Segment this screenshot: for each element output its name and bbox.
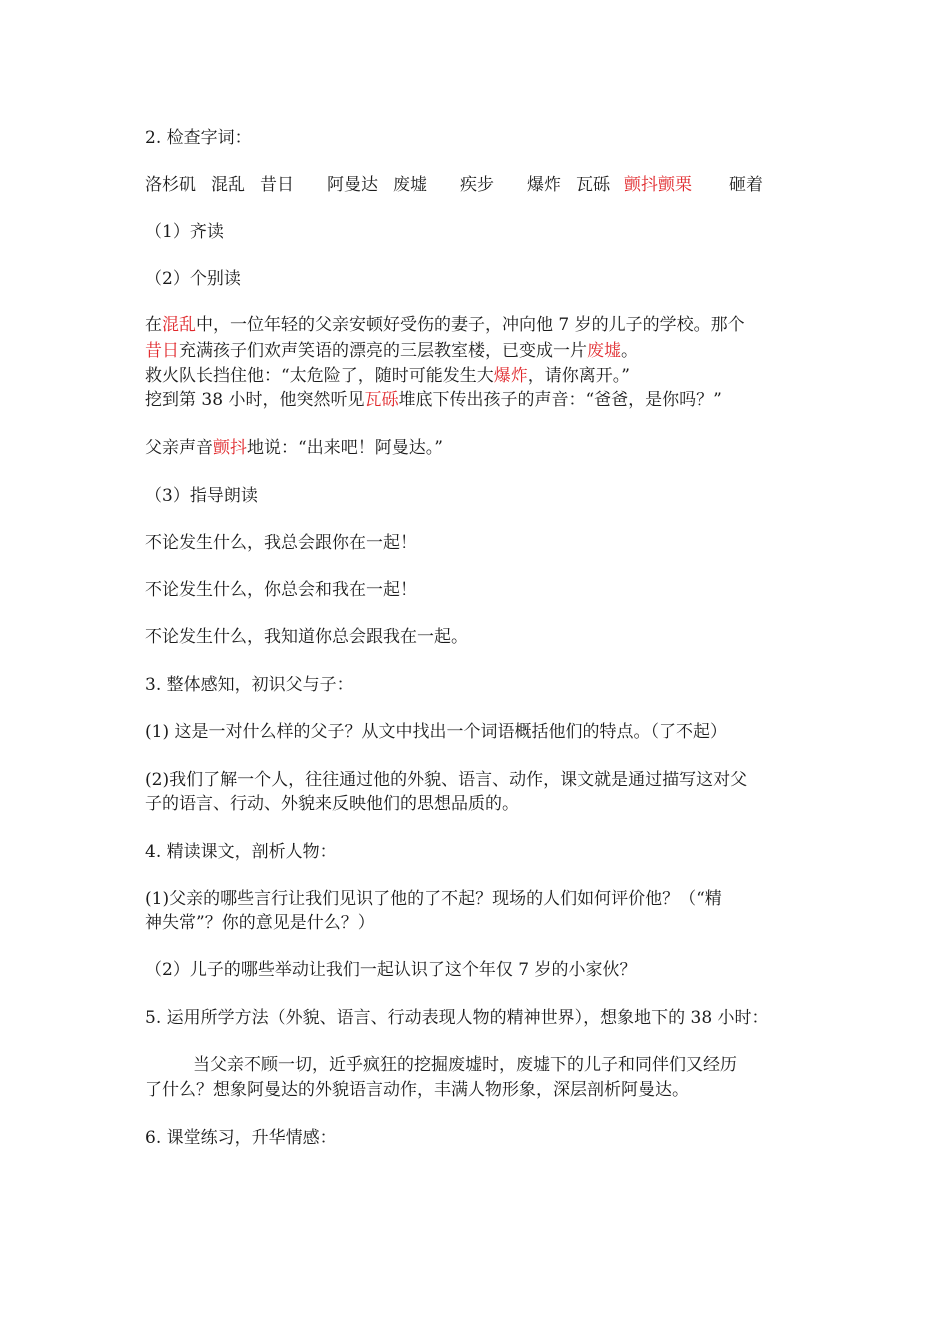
highlighted-word: 瓦砾 bbox=[364, 390, 399, 410]
list-item: (1) 这是一对什么样的父子？从文中找出一个词语概括他们的特点。（了不起） bbox=[145, 722, 727, 742]
paragraph-line: 了什么？想象阿曼达的外貌语言动作，丰满人物形象，深层剖析阿曼达。 bbox=[145, 1080, 689, 1100]
paragraph-line: 当父亲不顾一切，近乎疯狂的挖掘废墟时，废墟下的儿子和同伴们又经历 bbox=[193, 1055, 737, 1075]
word-highlighted: 颤抖颤栗 bbox=[624, 175, 692, 195]
list-item: (2)我们了解一个人，往往通过他的外貌、语言、动作，课文就是通过描写这对父 bbox=[145, 770, 748, 790]
word: 阿曼达 bbox=[327, 175, 378, 195]
list-item: （1）齐读 bbox=[145, 222, 224, 242]
highlighted-word: 颤抖 bbox=[213, 438, 247, 458]
word: 瓦砾 bbox=[576, 175, 610, 195]
passage-line: 救火队长挡住他：“太危险了，随时可能发生大爆炸，请你离开。” bbox=[145, 366, 630, 386]
reading-line: 不论发生什么，你总会和我在一起！ bbox=[145, 580, 417, 600]
word: 疾步 bbox=[460, 175, 494, 195]
section-heading: 6. 课堂练习，升华情感： bbox=[145, 1128, 337, 1148]
highlighted-word: 废墟 bbox=[587, 341, 621, 361]
section-heading: 4. 精读课文，剖析人物： bbox=[145, 842, 337, 862]
list-item: （3）指导朗读 bbox=[145, 486, 258, 506]
word: 砸着 bbox=[729, 175, 763, 195]
highlighted-word: 昔日 bbox=[145, 341, 179, 361]
list-item-continued: 神失常”？你的意见是什么？） bbox=[145, 913, 375, 933]
word: 混乱 bbox=[211, 175, 245, 195]
passage-line: 昔日充满孩子们欢声笑语的漂亮的三层教室楼，已变成一片废墟。 bbox=[145, 341, 638, 361]
section-heading: 5. 运用所学方法（外貌、语言、行动表现人物的精神世界），想象地下的 38 小时： bbox=[145, 1008, 769, 1028]
reading-line: 不论发生什么，我知道你总会跟我在一起。 bbox=[145, 627, 468, 647]
word: 昔日 bbox=[260, 175, 294, 195]
list-item-continued: 子的语言、行动、外貌来反映他们的思想品质的。 bbox=[145, 794, 519, 814]
list-item: （2）个别读 bbox=[145, 269, 241, 289]
section-heading: 2. 检查字词： bbox=[145, 128, 252, 148]
section-heading: 3. 整体感知，初识父与子： bbox=[145, 675, 354, 695]
highlighted-word: 爆炸 bbox=[493, 366, 528, 386]
passage-line: 挖到第 38 小时，他突然听见瓦砾堆底下传出孩子的声音：“爸爸，是你吗？” bbox=[145, 390, 722, 410]
word: 废墟 bbox=[393, 175, 427, 195]
word: 洛杉矶 bbox=[145, 175, 196, 195]
list-item: （2）儿子的哪些举动让我们一起认识了这个年仅 7 岁的小家伙？ bbox=[145, 960, 637, 980]
word: 爆炸 bbox=[527, 175, 561, 195]
passage-line: 在混乱中，一位年轻的父亲安顿好受伤的妻子，冲向他 7 岁的儿子的学校。那个 bbox=[145, 315, 745, 335]
passage-line: 父亲声音颤抖地说：“出来吧！阿曼达。” bbox=[145, 438, 443, 458]
highlighted-word: 混乱 bbox=[162, 315, 196, 335]
reading-line: 不论发生什么，我总会跟你在一起！ bbox=[145, 533, 417, 553]
list-item: (1)父亲的哪些言行让我们见识了他的了不起？现场的人们如何评价他？（“精 bbox=[145, 889, 722, 909]
